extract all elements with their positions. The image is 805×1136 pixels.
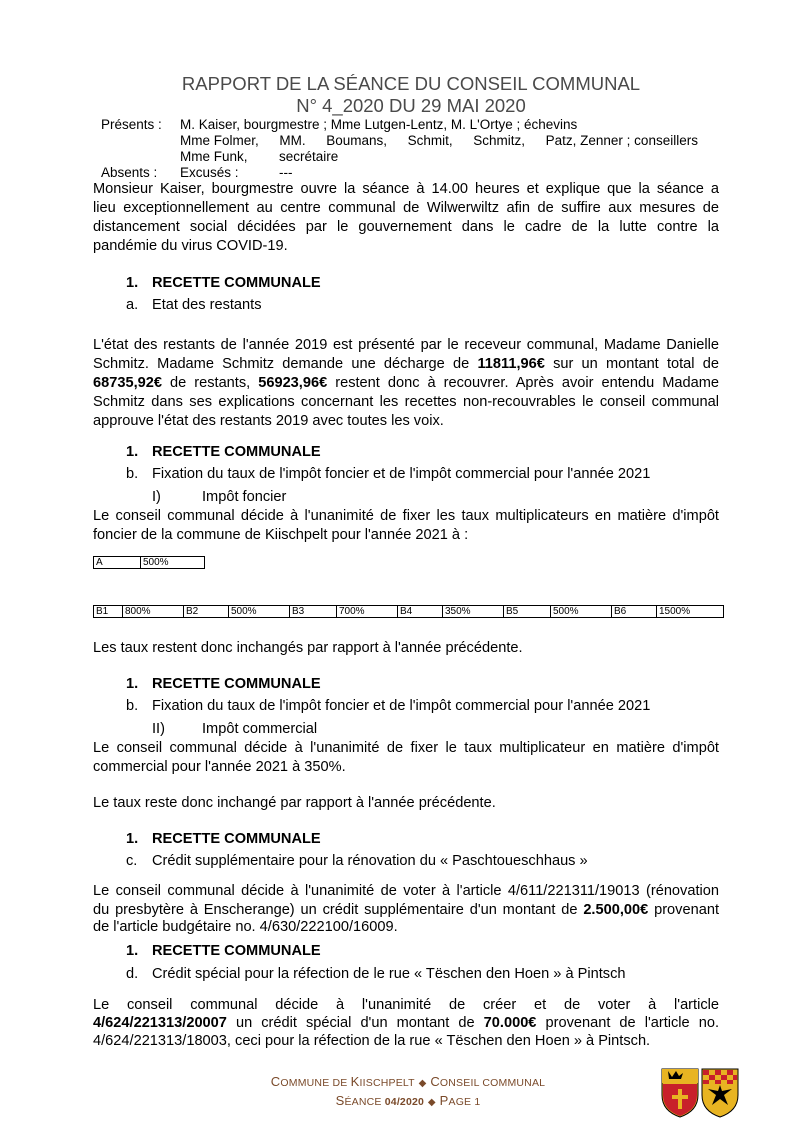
subsection-letter: b. bbox=[126, 698, 139, 714]
roman-title: Impôt foncier bbox=[202, 489, 287, 505]
table-cell: 500% bbox=[551, 606, 612, 618]
paragraph-line: Le conseil communal décide à l'unanimité de fixer les taux multiplicateurs en matière d'impôt bbox=[93, 508, 719, 524]
section-heading: RECETTE COMMUNALE bbox=[152, 444, 321, 460]
section-heading: RECETTE COMMUNALE bbox=[152, 831, 321, 847]
intro-line: pandémie du virus COVID-19. bbox=[93, 238, 288, 254]
table-cell: 500% bbox=[141, 557, 205, 569]
paragraph-line: Schmitz dans ses explications concernant les recettes non-recouvrables le conseil communal bbox=[93, 394, 719, 410]
shield-left-icon bbox=[662, 1069, 698, 1117]
presents-name: Patz, Zenner ; conseillers bbox=[545, 133, 698, 148]
presents-name: Schmitz, bbox=[473, 133, 526, 148]
paragraph-line: commercial pour l'année 2021 à 350%. bbox=[93, 759, 346, 775]
table-cell: B5 bbox=[504, 606, 551, 618]
paragraph-line: Le conseil communal décide à l'unanimité de voter à l'article 4/611/221311/19013 (rénovation bbox=[93, 883, 719, 899]
table-cell: B1 bbox=[94, 606, 123, 618]
section-heading: RECETTE COMMUNALE bbox=[152, 676, 321, 692]
paragraph-line: du presbytère à Enscherange) un crédit supplémentaire d'un montant de 2.500,00€ provenant bbox=[93, 902, 719, 918]
presents-line2 bbox=[180, 133, 698, 149]
paragraph-line: Schmitz. Madame Schmitz demande une décharge de 11811,96€ sur un montant total de bbox=[93, 356, 719, 372]
article-number: 4/624/221313/20007 bbox=[93, 1015, 227, 1031]
presents-name: Schmit, bbox=[407, 133, 453, 148]
presents-label: Présents : bbox=[101, 117, 162, 132]
table-cell: B3 bbox=[290, 606, 337, 618]
table-cell: B4 bbox=[398, 606, 443, 618]
section-number: 1. bbox=[126, 275, 139, 291]
paragraph-line: 4/624/221313/18003, ceci pour la réfection de la rue « Tëschen den Hoen » à Pintsch. bbox=[93, 1033, 651, 1049]
coat-of-arms-logo bbox=[660, 1067, 740, 1119]
presents-name: Boumans, bbox=[326, 133, 388, 148]
session-number: 04/2020 bbox=[384, 1096, 425, 1108]
presents-line3-role: secrétaire bbox=[279, 149, 339, 164]
section-heading: RECETTE COMMUNALE bbox=[152, 275, 321, 291]
paragraph-line: foncier de la commune de Kiischpelt pour l'année 2021 à : bbox=[93, 527, 469, 543]
table-cell: B6 bbox=[612, 606, 657, 618]
absents-label: Absents : bbox=[101, 165, 158, 180]
footer-line1: COMMUNE DE KIISCHPELT ◆ CONSEIL COMMUNAL bbox=[270, 1074, 546, 1089]
diamond-icon: ◆ bbox=[418, 1078, 427, 1089]
subsection-title: Crédit spécial pour la réfection de le rue « Tëschen den Hoen » à Pintsch bbox=[152, 966, 626, 982]
footer-line2: SÉANCE 04/2020 ◆ PAGE 1 bbox=[335, 1093, 481, 1108]
section-number: 1. bbox=[126, 444, 139, 460]
amount-decharge: 11811,96€ bbox=[477, 356, 545, 372]
paragraph-line: de l'article budgétaire no. 4/630/222100/16009. bbox=[93, 919, 398, 935]
rate-table-b bbox=[93, 605, 724, 618]
paragraph-line: approuve l'état des restants 2019 avec toutes les voix. bbox=[93, 413, 444, 429]
roman-title: Impôt commercial bbox=[202, 721, 318, 737]
paragraph-line: 68735,92€ de restants, 56923,96€ restent donc à recouvrer. Après avoir entendu Madame bbox=[93, 375, 719, 391]
table-cell: 1500% bbox=[657, 606, 724, 618]
presents-line3-name: Mme Funk, bbox=[180, 149, 248, 164]
section-number: 1. bbox=[126, 943, 139, 959]
subsection-title: Crédit supplémentaire pour la rénovation du « Paschtoueschhaus » bbox=[152, 853, 588, 869]
table-cell: 350% bbox=[443, 606, 504, 618]
table-cell: 500% bbox=[229, 606, 290, 618]
paragraph-line: Le conseil communal décide à l'unanimité de créer et de voter à l'article bbox=[93, 997, 719, 1013]
section-heading: RECETTE COMMUNALE bbox=[152, 943, 321, 959]
paragraph-line: Le conseil communal décide à l'unanimité de fixer le taux multiplicateur en matière d'impôt bbox=[93, 740, 719, 756]
excuses-value: --- bbox=[279, 165, 293, 180]
table-cell: 800% bbox=[123, 606, 184, 618]
presents-name: MM. bbox=[279, 133, 306, 148]
paragraph-line: Le taux reste donc inchangé par rapport à l'année précédente. bbox=[93, 795, 496, 811]
amount-remaining: 56923,96€ bbox=[258, 375, 328, 391]
document-title-line1: RAPPORT DE LA SÉANCE DU CONSEIL COMMUNAL bbox=[181, 73, 641, 94]
subsection-letter: c. bbox=[126, 853, 138, 869]
amount-special: 70.000€ bbox=[483, 1015, 537, 1031]
subsection-title: Fixation du taux de l'impôt foncier et de l'impôt commercial pour l'année 2021 bbox=[152, 466, 651, 482]
intro-line: lieu exceptionnellement au centre communal de Wilwerwiltz afin de suffire aux mesures de bbox=[93, 200, 719, 216]
shield-right-icon bbox=[702, 1069, 738, 1117]
subsection-letter: d. bbox=[126, 966, 139, 982]
table-cell: 700% bbox=[337, 606, 398, 618]
presents-line1: M. Kaiser, bourgmestre ; Mme Lutgen-Lentz, M. L'Ortye ; échevins bbox=[180, 117, 578, 132]
table-row bbox=[94, 557, 205, 569]
document-title-line2: N° 4_2020 DU 29 MAI 2020 bbox=[296, 95, 526, 116]
table-cell: A bbox=[94, 557, 141, 569]
excuses-label: Excusés : bbox=[180, 165, 239, 180]
paragraph-line: L'état des restants de l'année 2019 est présenté par le receveur communal, Madame Danielle bbox=[93, 337, 719, 353]
paragraph-line: Les taux restent donc inchangés par rapport à l'année précédente. bbox=[93, 640, 523, 656]
subsection-letter: b. bbox=[126, 466, 139, 482]
paragraph-line: 4/624/221313/20007 un crédit spécial d'un montant de 70.000€ provenant de l'article no. bbox=[93, 1015, 719, 1031]
intro-line: distancement social décidées par le gouvernement dans le cadre de la lutte contre la bbox=[93, 219, 719, 235]
intro-line: Monsieur Kaiser, bourgmestre ouvre la séance à 14.00 heures et explique que la séance a bbox=[93, 181, 719, 197]
table-cell: B2 bbox=[184, 606, 229, 618]
section-number: 1. bbox=[126, 831, 139, 847]
diamond-icon: ◆ bbox=[427, 1097, 436, 1108]
subsection-letter: a. bbox=[126, 297, 139, 313]
presents-name: Mme Folmer, bbox=[180, 133, 259, 148]
subsection-title: Fixation du taux de l'impôt foncier et de l'impôt commercial pour l'année 2021 bbox=[152, 698, 651, 714]
subsection-title: Etat des restants bbox=[152, 297, 262, 313]
section-number: 1. bbox=[126, 676, 139, 692]
rate-table-a bbox=[93, 556, 205, 569]
roman-numeral: II) bbox=[152, 721, 165, 737]
roman-numeral: I) bbox=[152, 489, 161, 505]
table-row bbox=[94, 606, 724, 618]
amount-total: 68735,92€ bbox=[93, 375, 162, 391]
amount-supplementary: 2.500,00€ bbox=[583, 902, 649, 918]
